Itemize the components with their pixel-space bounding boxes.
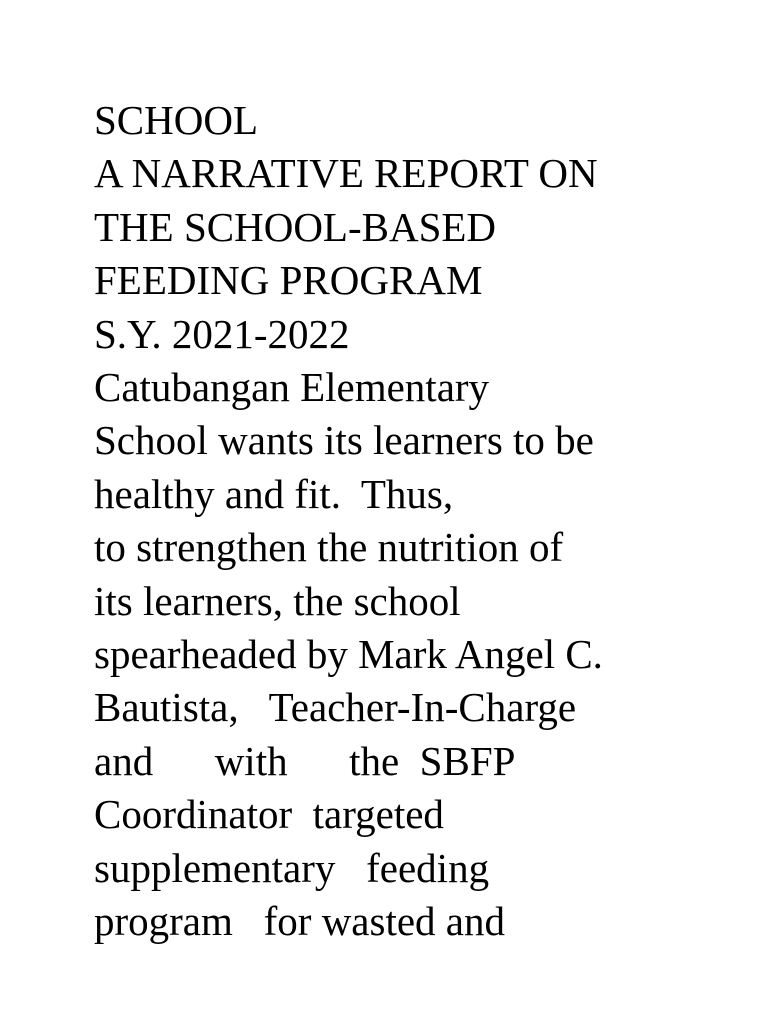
doc-heading-school-based: THE SCHOOL-BASED (94, 203, 497, 250)
doc-text-line: Coordinator targeted (94, 791, 444, 838)
doc-text-line: Catubangan Elementary (94, 364, 490, 411)
doc-heading-school: SCHOOL (94, 97, 259, 143)
doc-text-line: healthy and fit. Thus, (94, 470, 454, 517)
doc-text-line: School wants its learners to be (94, 417, 594, 464)
doc-heading-narrative-report: A NARRATIVE REPORT ON (94, 150, 598, 197)
doc-heading-feeding-program: FEEDING PROGRAM (94, 257, 483, 304)
doc-text-line: supplementary feeding (94, 844, 490, 891)
document-body (94, 94, 754, 949)
doc-text-line: Bautista, Teacher-In-Charge (94, 684, 577, 731)
doc-text-line: and with the SBFP (94, 737, 516, 784)
doc-text-line: its learners, the school (94, 577, 461, 624)
doc-text-line: program for wasted and (94, 898, 506, 945)
doc-text-line: to strengthen the nutrition of (94, 524, 564, 571)
doc-text-line: spearheaded by Mark Angel C. (94, 631, 603, 678)
doc-heading-school-year: S.Y. 2021-2022 (94, 310, 350, 357)
